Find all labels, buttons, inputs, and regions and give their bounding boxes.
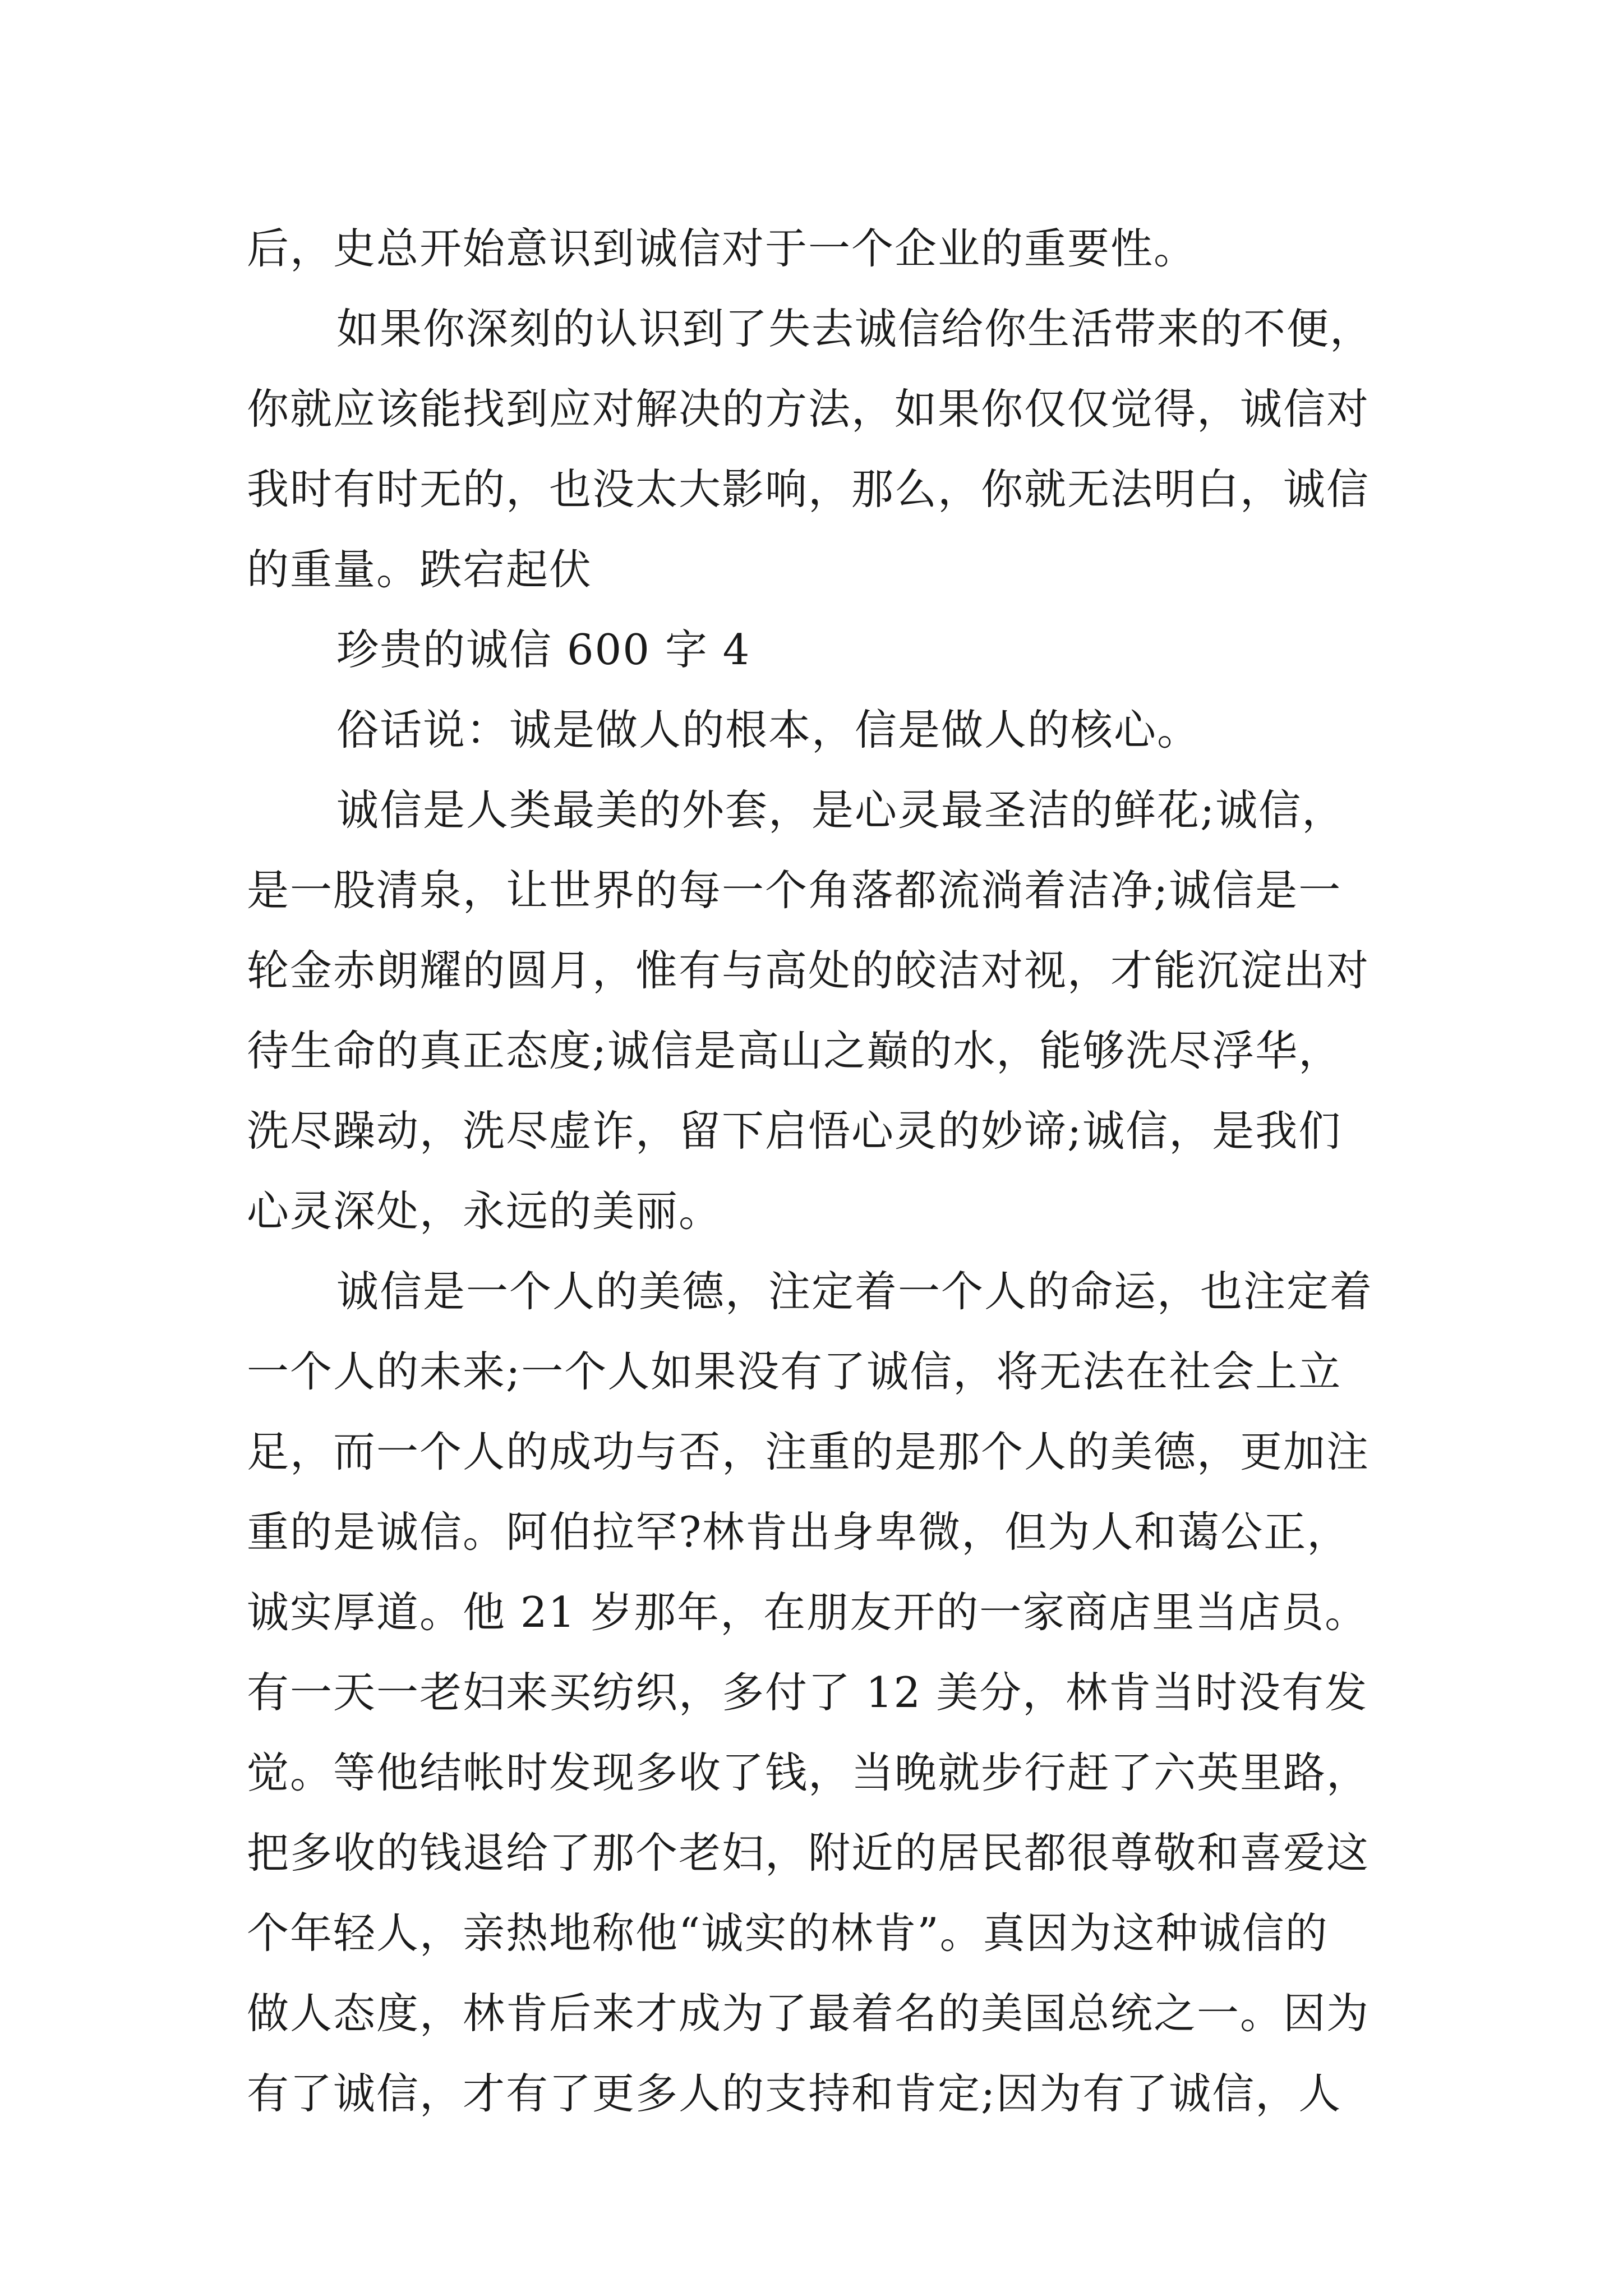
body-text <box>247 209 1385 2134</box>
section-heading: 珍贵的诚信 600 字 4 <box>336 625 751 674</box>
text-line: 诚信是人类最美的外套，是心灵最圣洁的鲜花;诚信， <box>336 785 1345 835</box>
text-line: 有了诚信，才有了更多人的支持和肯定;因为有了诚信，人 <box>247 2069 1342 2118</box>
text-line: 做人态度，林肯后来才成为了最着名的美国总统之一。因为 <box>247 1989 1370 2038</box>
text-line: 是一股清泉，让世界的每一个角落都流淌着洁净;诚信是一 <box>247 866 1342 915</box>
text-line: 俗话说：诚是做人的根本，信是做人的核心。 <box>336 705 1201 754</box>
text-line: 我时有时无的，也没太大影响，那么，你就无法明白，诚信 <box>247 464 1370 514</box>
text-line: 重的是诚信。阿伯拉罕?林肯出身卑微，但为人和蔼公正， <box>247 1507 1350 1557</box>
text-line: 诚实厚道。他 21 岁那年，在朋友开的一家商店里当店员。 <box>247 1588 1368 1637</box>
text-line: 洗尽躁动，洗尽虚诈，留下启悟心灵的妙谛;诚信，是我们 <box>247 1106 1342 1156</box>
text-line: 心灵深处，永远的美丽。 <box>247 1186 722 1236</box>
text-line: 有一天一老妇来买纺织，多付了 12 美分，林肯当时没有发 <box>247 1668 1368 1717</box>
text-line: 个年轻人，亲热地称他“诚实的林肯”。真因为这种诚信的 <box>247 1908 1329 1958</box>
text-line: 一个人的未来;一个人如果没有了诚信，将无法在社会上立 <box>247 1347 1342 1396</box>
text-line: 足，而一个人的成功与否，注重的是那个人的美德，更加注 <box>247 1427 1370 1476</box>
text-line: 诚信是一个人的美德，注定着一个人的命运，也注定着 <box>336 1267 1373 1316</box>
text-line: 觉。等他结帐时发现多收了钱，当晚就步行赶了六英里路， <box>247 1748 1370 1797</box>
text-line: 待生命的真正态度;诚信是高山之巅的水，能够洗尽浮华， <box>247 1026 1342 1075</box>
text-line: 后，史总开始意识到诚信对于一个企业的重要性。 <box>247 224 1197 273</box>
text-line: 你就应该能找到应对解决的方法，如果你仅仅觉得，诚信对 <box>247 384 1370 434</box>
text-line: 的重量。跌宕起伏 <box>247 545 593 594</box>
text-line: 把多收的钱退给了那个老妇，附近的居民都很尊敬和喜爱这 <box>247 1828 1370 1878</box>
text-line: 轮金赤朗耀的圆月，惟有与高处的皎洁对视，才能沉淀出对 <box>247 946 1370 995</box>
text-line: 如果你深刻的认识到了失去诚信给你生活带来的不便， <box>336 304 1373 353</box>
